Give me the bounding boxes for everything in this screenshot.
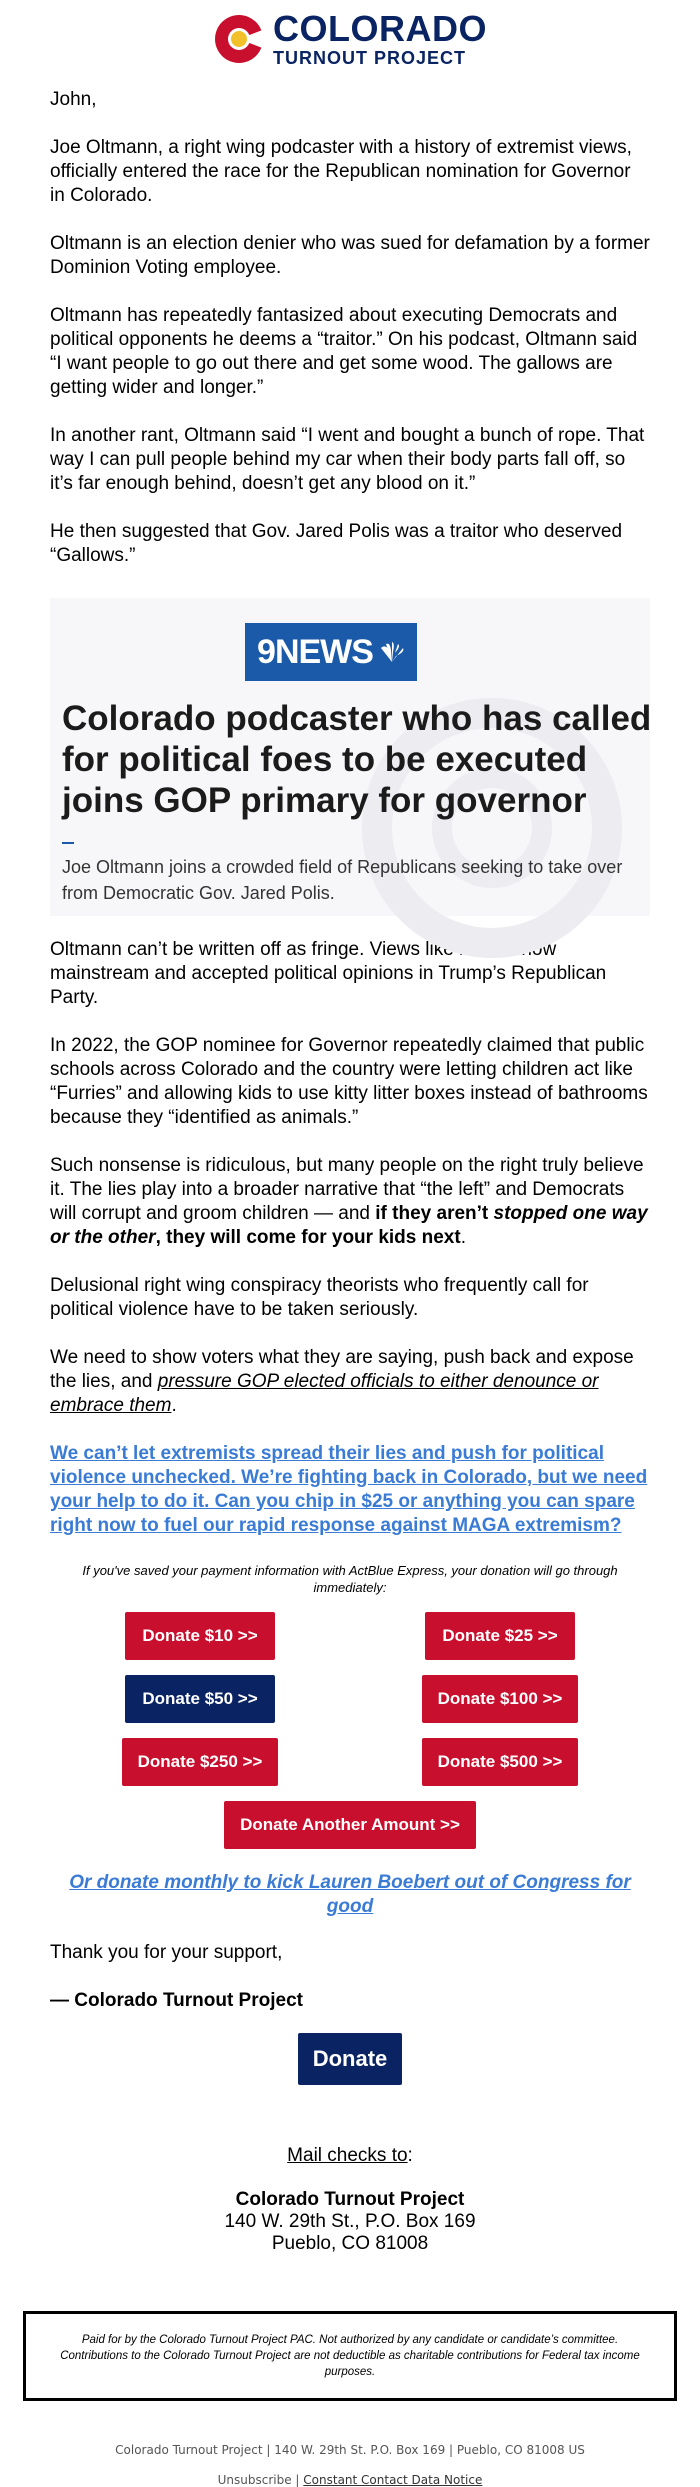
mail-checks-header: Mail checks to xyxy=(287,2145,408,2166)
9news-logo-text: 9NEWS xyxy=(257,633,373,671)
mail-colon: : xyxy=(407,2145,413,2166)
p8-bold: if they aren’t xyxy=(375,1203,494,1224)
donate-cta-link[interactable]: We can’t let extremists spread their lies and push for political violence unchecked. We’re fighting back in Colorado, but we need your help to do it. Can you chip in $25 or anything you can spare right now to fuel our rapid response against MAGA extremism? xyxy=(50,1443,648,1536)
paid-for-disclaimer: Paid for by the Colorado Turnout Project PAC. Not authorized by any candidate or candidate’s committee. Contributions to the Colorado Turnout Project are not deductible as charitable contributions for Federal tax income purposes. xyxy=(23,2311,677,2401)
paragraph-4: In another rant, Oltmann said “I went and bought a bunch of rope. That way I can pull people behind my car when their body parts fall off, so it’s far enough behind, doesn’t get any blood on it.” xyxy=(50,425,645,494)
footer-separator: | xyxy=(291,2473,304,2487)
donate-25-button[interactable]: Donate $25 >> xyxy=(425,1612,575,1660)
actblue-note: If you've saved your payment information with ActBlue Express, your donation will go through immediately: xyxy=(82,1563,618,1595)
p10-text: We need to show voters what they are saying, push back and expose the lies, and xyxy=(50,1347,634,1392)
p8-bold-end: , they will come for your kids next xyxy=(155,1227,461,1248)
email-header xyxy=(0,0,700,78)
monthly-donate-link[interactable]: Or donate monthly to kick Lauren Boebert out of Congress for good xyxy=(69,1872,631,1917)
donate-250-button[interactable]: Donate $250 >> xyxy=(122,1738,279,1786)
paragraph-7: In 2022, the GOP nominee for Governor repeatedly claimed that public schools across Colorado and the country were letting children act like “Furries” and allowing kids to use kitty litter boxes instead of bathrooms because they “identified as animals.” xyxy=(50,1035,648,1128)
email-footer xyxy=(0,2443,700,2487)
news-subhead: Joe Oltmann joins a crowded field of Republicans seeking to take over from Democratic Gov. Jared Polis. xyxy=(62,857,623,903)
signoff: — Colorado Turnout Project xyxy=(50,1990,303,2011)
news-screenshot[interactable] xyxy=(50,598,650,916)
brand-line2: TURNOUT PROJECT xyxy=(273,48,467,68)
thanks-text: Thank you for your support, xyxy=(50,1942,283,1963)
p8-period: . xyxy=(460,1227,466,1248)
donate-50-button[interactable]: Donate $50 >> xyxy=(125,1675,275,1723)
9news-logo xyxy=(245,623,417,681)
brand-line1: COLORADO xyxy=(273,8,487,49)
paragraph-10 xyxy=(50,1346,650,1418)
peacock-icon xyxy=(379,642,405,662)
news-headline: Colorado podcaster who has called for political foes to be executed joins GOP primary for governor xyxy=(62,699,652,820)
mail-org: Colorado Turnout Project xyxy=(235,2189,465,2210)
mail-checks-section xyxy=(50,2145,650,2255)
donate-button[interactable]: Donate xyxy=(298,2033,402,2085)
unsubscribe-link[interactable]: Unsubscribe xyxy=(217,2473,292,2487)
donate-10-button[interactable]: Donate $10 >> xyxy=(125,1612,275,1660)
mail-address-line2: Pueblo, CO 81008 xyxy=(271,2233,429,2254)
p10-period: . xyxy=(171,1395,177,1416)
paragraph-3: Oltmann has repeatedly fantasized about executing Democrats and political opponents he deems a “traitor.” On his podcast, Oltmann said “I want people to go out there and get some wood. The gallows are getting wider and longer.” xyxy=(50,305,638,398)
donate-100-button[interactable]: Donate $100 >> xyxy=(422,1675,579,1723)
paragraph-6: Oltmann can’t be written off as fringe. Views like his are now mainstream and accepted political opinions in Trump’s Republican Party. xyxy=(50,939,607,1008)
donate-500-button[interactable]: Donate $500 >> xyxy=(422,1738,579,1786)
brand-logo[interactable] xyxy=(213,8,487,68)
data-notice-link[interactable]: Constant Contact Data Notice xyxy=(303,2473,483,2487)
paragraph-1: Joe Oltmann, a right wing podcaster with a history of extremist views, officially entered the race for the Republican nomination for Governor in Colorado. xyxy=(50,137,632,206)
paragraph-5: He then suggested that Gov. Jared Polis was a traitor who deserved “Gallows.” xyxy=(50,521,623,566)
p8-text: Such nonsense is ridiculous, but many people on the right truly believe it. The lies play into a broader narrative that “the left” and Democrats will corrupt and groom children — and xyxy=(50,1155,644,1224)
p10-emphasis: pressure GOP elected officials to either denounce or embrace them xyxy=(50,1371,599,1416)
news-divider xyxy=(62,842,74,844)
colorado-flag-icon xyxy=(213,13,265,65)
paragraph-9: Delusional right wing conspiracy theorists who frequently call for political violence have to be taken seriously. xyxy=(50,1275,589,1320)
paragraph-2: Oltmann is an election denier who was sued for defamation by a former Dominion Voting employee. xyxy=(50,233,650,278)
p8-bold-italic: stopped one way or the other xyxy=(50,1203,648,1248)
salutation: John, xyxy=(50,89,97,110)
donation-buttons xyxy=(50,1612,650,1786)
email-body xyxy=(0,88,700,2255)
paragraph-8 xyxy=(50,1154,650,1250)
donate-another-amount-button[interactable]: Donate Another Amount >> xyxy=(224,1801,476,1849)
footer-address: Colorado Turnout Project | 140 W. 29th St. P.O. Box 169 | Pueblo, CO 81008 US xyxy=(115,2443,585,2457)
mail-address-line1: 140 W. 29th St., P.O. Box 169 xyxy=(224,2211,476,2232)
